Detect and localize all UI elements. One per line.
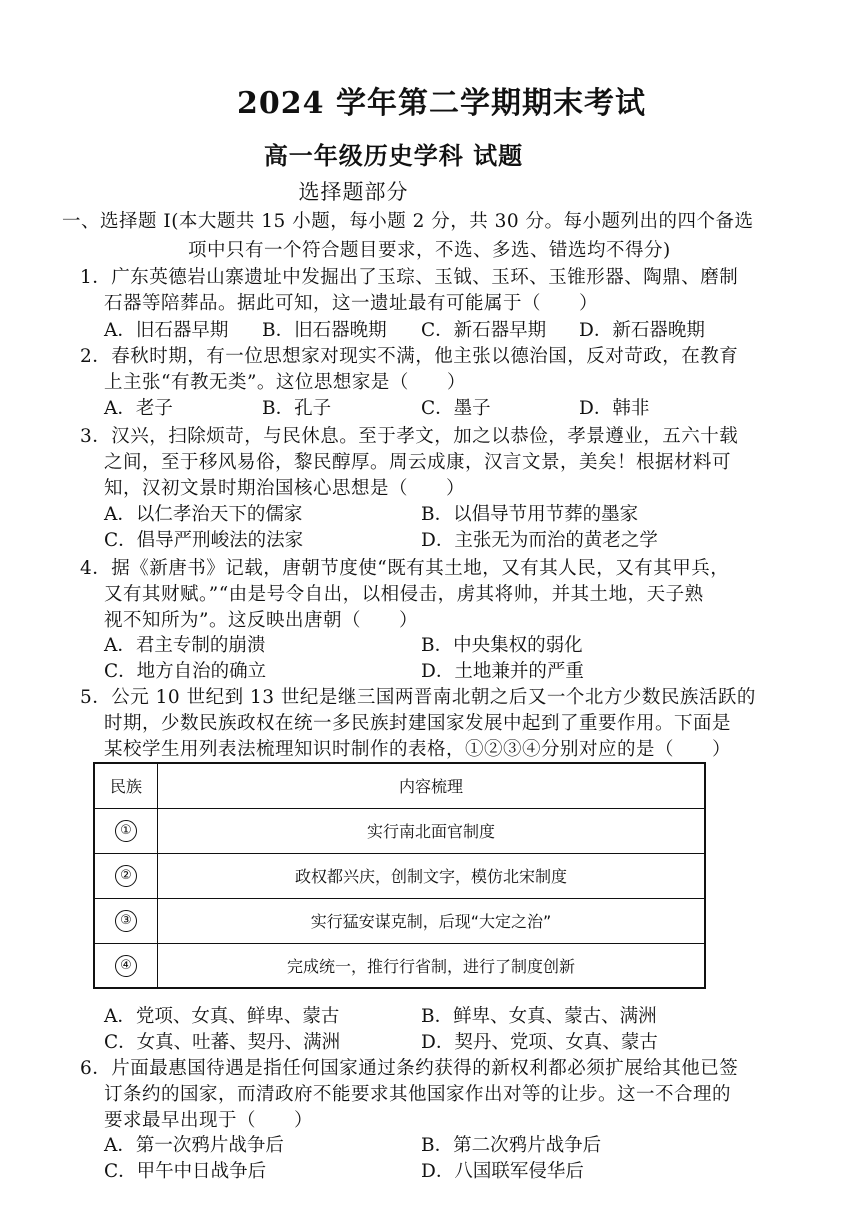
question-4-option-d[interactable]: D．土地兼并的严重 xyxy=(421,661,584,682)
question-6-option-a[interactable]: A．第一次鸦片战争后 xyxy=(104,1135,284,1156)
table-header-row xyxy=(94,763,705,808)
section-instruction: 项中只有一个符合题目要求，不选、多选、错选均不得分) xyxy=(188,240,671,261)
question-2-text: 2．春秋时期，有一位思想家对现实不满，他主张以德治国，反对苛政，在教育 xyxy=(80,346,739,367)
question-6-option-c[interactable]: C．甲午中日战争后 xyxy=(104,1161,267,1182)
question-1-option-d[interactable]: D．新石器晚期 xyxy=(579,320,705,341)
table-row xyxy=(94,853,705,898)
knowledge-table xyxy=(93,762,706,989)
question-1-option-c[interactable]: C．新石器早期 xyxy=(421,320,547,341)
question-6-option-b[interactable]: B．第二次鸦片战争后 xyxy=(421,1135,602,1156)
row-marker: ① xyxy=(115,820,137,842)
table-row xyxy=(94,808,705,853)
question-1-text: 1．广东英德岩山寨遗址中发掘出了玉琮、玉钺、玉环、玉锥形器、陶鼎、磨制 xyxy=(80,267,739,288)
section-instruction: 一、选择题 I(本大题共 15 小题，每小题 2 分，共 30 分。每小题列出的四个备选 xyxy=(62,211,754,232)
question-4-option-c[interactable]: C．地方自治的确立 xyxy=(104,661,267,682)
table-cell-content: 完成统一，推行行省制，进行了制度创新 xyxy=(158,943,706,988)
question-5-text: 某校学生用列表法梳理知识时制作的表格，①②③④分别对应的是（ ） xyxy=(104,739,732,760)
question-5-option-d[interactable]: D．契丹、党项、女真、蒙古 xyxy=(421,1032,658,1053)
table-row xyxy=(94,943,705,988)
question-2-option-a[interactable]: A．老子 xyxy=(104,398,173,419)
question-3-text: 之间，至于移风易俗，黎民醇厚。周云成康，汉言文景，美矣！根据材料可 xyxy=(104,452,732,473)
question-6-text: 订条约的国家，而清政府不能要求其他国家作出对等的让步。这一不合理的 xyxy=(104,1084,732,1105)
row-marker: ② xyxy=(115,865,137,887)
question-1-option-a[interactable]: A．旧石器早期 xyxy=(104,320,229,341)
table-header-ethnic: 民族 xyxy=(94,763,158,808)
table-cell-content: 实行猛安谋克制，后现“大定之治” xyxy=(158,898,706,943)
question-5-option-b[interactable]: B．鲜卑、女真、蒙古、满洲 xyxy=(421,1006,657,1027)
table-header-content: 内容梳理 xyxy=(158,763,706,808)
question-1-text: 石器等陪葬品。据此可知，这一遗址最有可能属于（ ） xyxy=(104,293,599,314)
question-3-option-b[interactable]: B．以倡导节用节葬的墨家 xyxy=(421,504,639,525)
question-4-option-b[interactable]: B．中央集权的弱化 xyxy=(421,635,583,656)
exam-subtitle: 高一年级历史学科 试题 xyxy=(263,141,524,170)
row-marker: ④ xyxy=(115,955,137,977)
row-marker: ③ xyxy=(115,910,137,932)
question-5-option-a[interactable]: A．党项、女真、鲜卑、蒙古 xyxy=(104,1006,340,1027)
table-row xyxy=(94,898,705,943)
question-1-option-b[interactable]: B．旧石器晚期 xyxy=(262,320,387,341)
question-2-option-d[interactable]: D．韩非 xyxy=(579,398,650,419)
question-3-text: 知，汉初文景时期治国核心思想是（ ） xyxy=(104,478,466,499)
question-4-option-a[interactable]: A．君主专制的崩溃 xyxy=(104,635,266,656)
question-6-option-d[interactable]: D．八国联军侵华后 xyxy=(421,1161,584,1182)
question-6-text: 要求最早出现于（ ） xyxy=(104,1110,314,1131)
question-2-option-b[interactable]: B．孔子 xyxy=(262,398,332,419)
question-4-text: 4．据《新唐书》记载，唐朝节度使“既有其土地，又有其人民，又有其甲兵， xyxy=(80,558,730,579)
question-3-option-d[interactable]: D．主张无为而治的黄老之学 xyxy=(421,530,658,551)
question-5-text: 5．公元 10 世纪到 13 世纪是继三国两晋南北朝之后又一个北方少数民族活跃的 xyxy=(80,687,756,708)
question-2-option-c[interactable]: C．墨子 xyxy=(421,398,491,419)
table-cell-content: 政权都兴庆，创制文字，模仿北宋制度 xyxy=(158,853,706,898)
question-5-text: 时期，少数民族政权在统一多民族封建国家发展中起到了重要作用。下面是 xyxy=(104,713,732,734)
question-4-text: 又有其财赋。”“由是号令自出，以相侵击，虏其将帅，并其土地，天子熟 xyxy=(104,584,704,605)
question-3-option-a[interactable]: A．以仁孝治天下的儒家 xyxy=(104,504,303,525)
table-cell-content: 实行南北面官制度 xyxy=(158,808,706,853)
part-heading: 选择题部分 xyxy=(298,180,409,204)
question-3-text: 3．汉兴，扫除烦苛，与民休息。至于孝文，加之以恭俭，孝景遵业，五六十载 xyxy=(80,426,739,447)
question-2-text: 上主张“有教无类”。这位思想家是（ ） xyxy=(104,372,466,393)
question-5-option-c[interactable]: C．女真、吐蕃、契丹、满洲 xyxy=(104,1032,341,1053)
exam-title: 2024 学年第二学期期末考试 xyxy=(237,86,646,121)
question-3-option-c[interactable]: C．倡导严刑峻法的法家 xyxy=(104,530,304,551)
question-6-text: 6．片面最惠国待遇是指任何国家通过条约获得的新权利都必须扩展给其他已签 xyxy=(80,1058,739,1079)
question-4-text: 视不知所为”。这反映出唐朝（ ） xyxy=(104,610,418,631)
